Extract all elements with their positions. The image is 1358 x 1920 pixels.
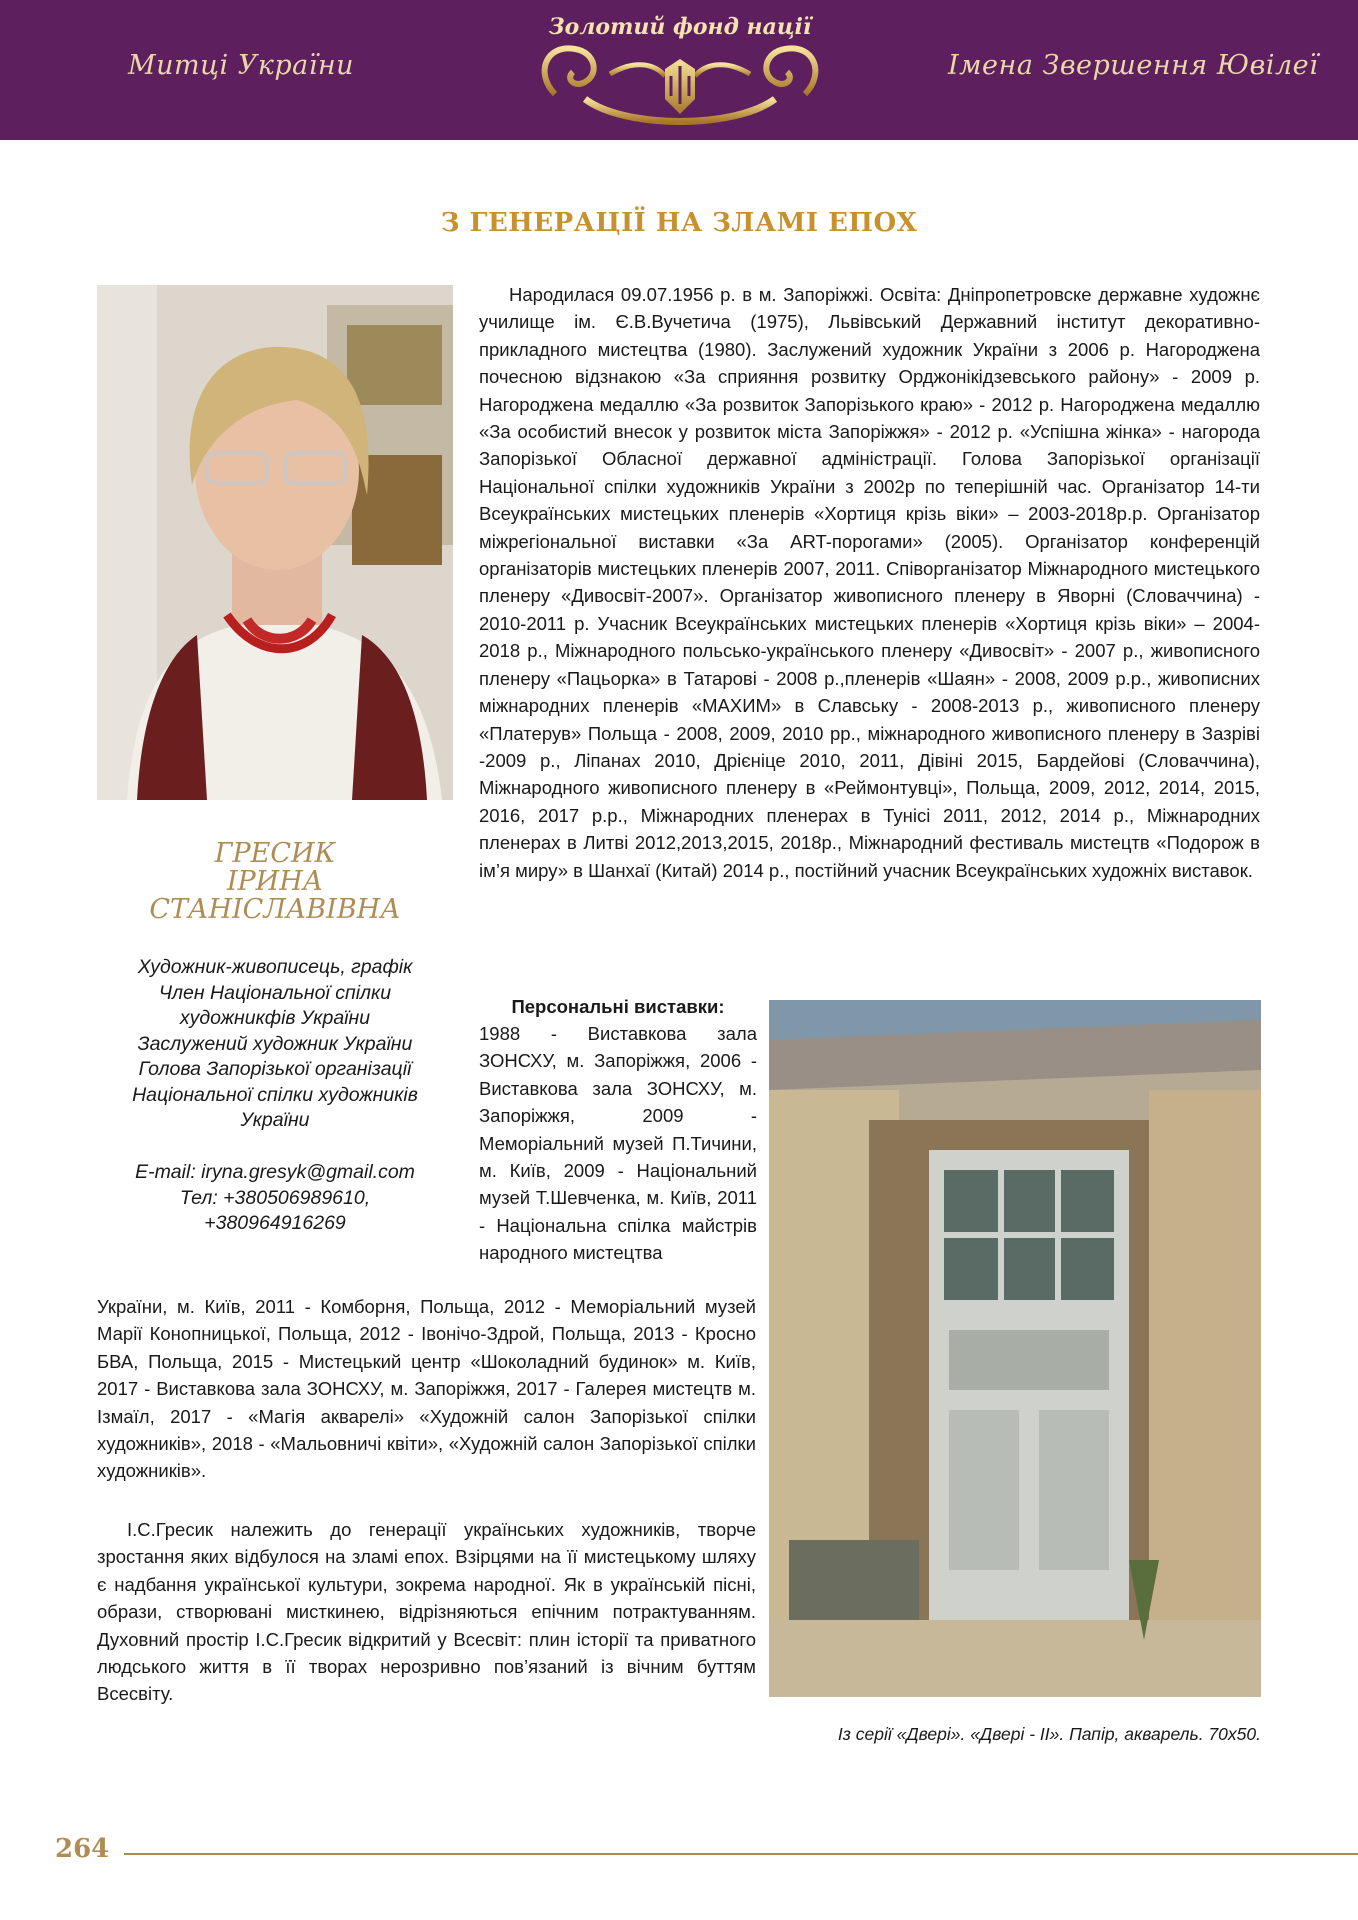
role-line: Заслужений художник України — [137, 1032, 413, 1055]
page-number: 264 — [55, 1834, 110, 1864]
phone-text: Тел: +380506989610, — [179, 1186, 371, 1209]
role-line: Національної спілки художників — [132, 1083, 418, 1106]
artist-portrait-photo — [97, 285, 453, 800]
name-given: ІРИНА — [226, 866, 324, 897]
gold-emblem — [515, 4, 845, 134]
artist-roles — [97, 955, 453, 1134]
artist-contacts — [97, 1160, 453, 1237]
emblem-title: Золотий фонд нації — [548, 14, 812, 40]
role-line: художникфів України — [179, 1007, 371, 1029]
article-title: З ГЕНЕРАЦІЇ НА ЗЛАМІ ЕПОХ — [440, 208, 918, 238]
footer-rule — [124, 1853, 1358, 1855]
header-right-text: Імена Звершення Ювілеї — [948, 50, 1319, 81]
name-patronymic: СТАНІСЛАВІВНА — [149, 894, 401, 925]
role-line: Голова Запорізької організації — [138, 1058, 412, 1080]
name-surname: ГРЕСИК — [214, 838, 336, 869]
role-line: Художник-живописець, графік — [137, 956, 413, 978]
header-left-text: Митці України — [128, 50, 355, 81]
email-text: E-mail: iryna.gresyk@gmail.com — [135, 1161, 415, 1183]
role-line: України — [240, 1109, 310, 1131]
phone-text: +380964916269 — [204, 1212, 346, 1234]
role-line: Член Національної спілки — [158, 981, 392, 1004]
exhibitions-heading: Персональні виставки: — [511, 996, 725, 1017]
artist-name — [97, 840, 453, 924]
painting-caption: Із серії «Двері». «Двері - ІІ». Папір, акварель. 70х50. — [837, 1724, 1261, 1744]
biography-text: Народилася 09.07.1956 р. в м. Запоріжжі. Освіта: Дніпропетровске державне художнє училище ім. Є.В.Вучетича (1975), Львівський Державний інститут декоративно-прикладного мистецтва (1980). Заслужений художник України з 2006 р. Нагороджена почесною відзнакою «За сприяння розвитку Орджонікідзевського району» - 2009 р. Нагороджена медаллю «За розвиток Запорізького краю» - 2012 р. Нагороджена медаллю «За особистий внесок у розвиток міста Запоріжжя» - 2012 р. «Успішна жінка» - нагорода Запорізької Обласної державної адміністрації. Голова Запорізької організації Національної спілки художників України з 2002р по теперішній час. Організатор 14-ти Всеукраїнських мистецьких пленерів «Хортиця крізь віки» – 2003-2018р.р. Організатор міжрегіональної виставки «За ART-порогами» (2005). Організатор конференцій організаторів мистецьких пленерів 2007, 2011. Співорганізатор Міжнародного мистецького пленеру «Дивосвіт-2007». Організатор живописного пленеру в Яворні (Словаччина) - 2010-2011 р. Учасник Всеукраїнських мистецьких пленерів «Хортиця крізь віки» – 2004-2018 р., Міжнародного польсько-українського пленеру «Дивосвіт» - 2007 р., живописного пленеру «Пацьорка» в Татарові - 2008 р.,пленерів «Шаян» - 2008, 2009 р.р., живописних міжнародних пленерів «МАХИМ» в Славську - 2008-2013 р., живописного пленеру «Платерув» Польща - 2008, 2009, 2010 рр., міжнародного живописного пленеру в Зазріві -2009 р., Ліпанах 2010, Дрієніце 2010, 2011, Дівіні 2015, Бардейові (Словаччина), Міжнародного живописного пленеру в «Реймонтувці», Польща, 2009, 2012, 2014, 2015, 2016, 2017 р.р., Міжнародних пленерах в Тунісі 2011, 2012, 2014 р., Міжнародних пленерах в Литві 2012,2013,2015, 2018р., Міжнародний фестиваль мистецтв «Подорож в ім’я миру» в Шанхаї (Китай) 2014 р., постійний учасник Всеукраїнських художніх виставок. — [479, 284, 1260, 881]
page-header — [0, 0, 1358, 140]
door-watercolor-painting — [769, 1000, 1261, 1697]
exhibitions-text-part1: 1988 - Виставкова зала ЗОНСХУ, м. Запоріжжя, 2006 - Виставкова зала ЗОНСХУ, м. Запоріжжя, 2009 - Меморіальний музей П.Тичини, м. Київ, 2009 - Національний музей Т.Шевченка, м. Київ, 2011 - Національна спілка майстрів народного мистецтва — [479, 1023, 757, 1264]
exhibitions-text-part2: України, м. Київ, 2011 - Комборня, Польща, 2012 - Меморіальний музей Марії Конопницької, Польща, 2012 - Івонічо-Здрой, Польща, 2013 - Кросно БВА, Польща, 2015 - Мистецький центр «Шоколадний будинок» м. Київ, 2017 - Виставкова зала ЗОНСХУ, м. Запоріжжя, 2017 - Галерея мистецтв м. Ізмаїл, 2017 - «Магія акварелі» «Художній салон Запорізької спілки художників», 2018 - «Мальовничі квіти», «Художній салон Запорізької спілки художників». — [97, 1296, 756, 1482]
closing-paragraph: І.С.Гресик належить до генерації українських художників, творче зростання яких відбулося на зламі епох. Взірцями на її мистецькому шляху є надбання української культури, зокрема народної. Як в українській пісні, образи, створювані мисткинею, відрізняються епічним потрактуванням. Духовний простір І.С.Гресик відкритий у Всесвіт: плин історії та приватного людського життя в її творах нерозривно пов’язаний із вічним буттям Всесвіту. — [97, 1519, 756, 1705]
